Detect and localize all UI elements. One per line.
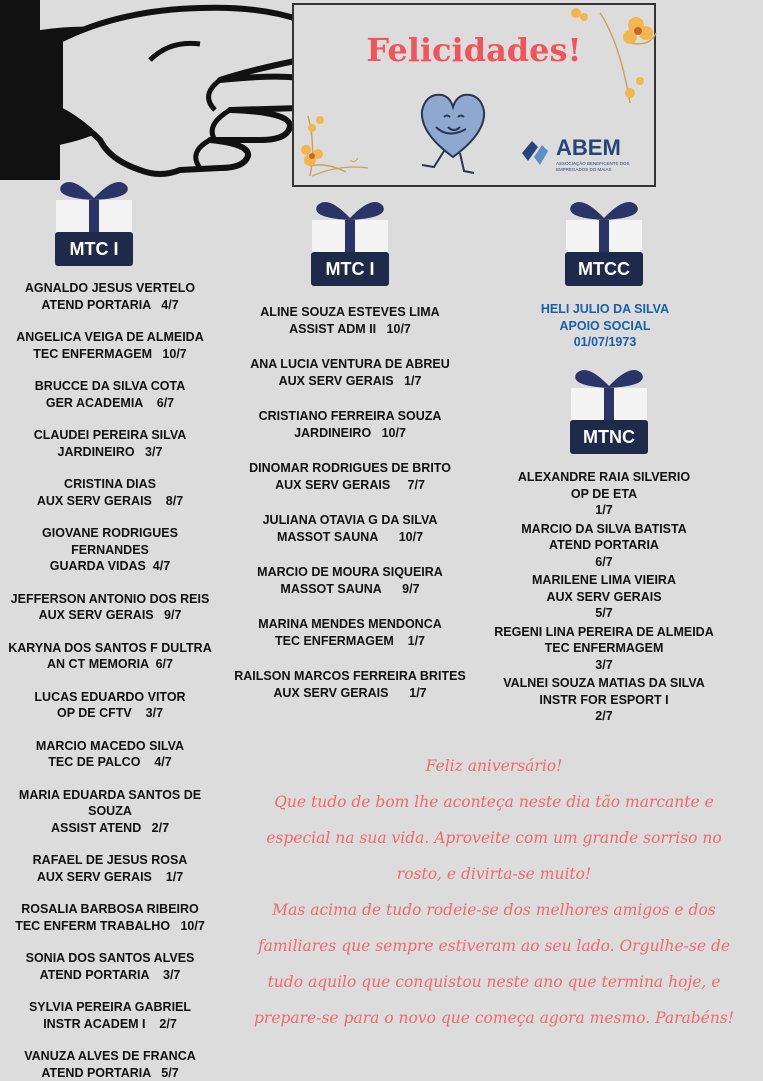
list-item-line: KARYNA DOS SANTOS F DULTRA xyxy=(8,640,212,657)
list-item-line: AUX SERV GERAIS 9/7 xyxy=(8,607,212,624)
hand-illustration xyxy=(0,0,340,190)
list-item-line: 6/7 xyxy=(490,554,718,571)
list-item-line: ALEXANDRE RAIA SILVERIO xyxy=(490,469,718,486)
list-item-line: HELI JULIO DA SILVA xyxy=(520,301,690,318)
list-item-line: GER ACADEMIA 6/7 xyxy=(8,395,212,412)
list-item xyxy=(490,521,718,571)
list-item-line: CLAUDEI PEREIRA SILVA xyxy=(8,427,212,444)
list-item xyxy=(8,787,212,837)
birthday-message xyxy=(244,748,744,1036)
list-item-line: CRISTINA DIAS xyxy=(8,476,212,493)
list-item xyxy=(8,329,212,362)
list-item xyxy=(232,304,468,337)
list-item xyxy=(490,675,718,725)
list-item-line: TEC ENFERM TRABALHO 10/7 xyxy=(8,918,212,935)
list-item-line: MARIA EDUARDA SANTOS DE xyxy=(8,787,212,804)
list-item-line: 2/7 xyxy=(490,708,718,725)
list-item xyxy=(520,301,690,351)
group-label-mtc1: MTC I xyxy=(53,239,135,260)
list-item xyxy=(490,624,718,674)
heart-character-icon xyxy=(414,87,492,177)
list-item-line: FERNANDES xyxy=(8,542,212,559)
abem-logo-subtitle: ASSOCIAÇÃO BENEFICENTE DOS EMPREGADOS DO MAIAS xyxy=(556,161,646,173)
list-item-line: AUX SERV GERAIS 8/7 xyxy=(8,493,212,510)
list-item-line: MARILENE LIMA VIEIRA xyxy=(490,572,718,589)
list-item-line: INSTR FOR ESPORT I xyxy=(490,692,718,709)
gift-box-mtc1-b xyxy=(309,196,391,286)
list-item-line: SYLVIA PEREIRA GABRIEL xyxy=(8,999,212,1016)
list-item-line: MARCIO MACEDO SILVA xyxy=(8,738,212,755)
list-item-line: SONIA DOS SANTOS ALVES xyxy=(8,950,212,967)
list-item-line: AUX SERV GERAIS 1/7 xyxy=(232,685,468,702)
flower-decoration-icon xyxy=(560,3,660,115)
list-item-line: REGENI LINA PEREIRA DE ALMEIDA xyxy=(490,624,718,641)
birthday-list-col2 xyxy=(232,304,468,701)
list-item xyxy=(8,689,212,722)
list-item-line: VALNEI SOUZA MATIAS DA SILVA xyxy=(490,675,718,692)
list-item xyxy=(232,512,468,545)
list-item-line: MARINA MENDES MENDONCA xyxy=(232,616,468,633)
list-item-line: OP DE CFTV 3/7 xyxy=(8,705,212,722)
list-item-line: AN CT MEMORIA 6/7 xyxy=(8,656,212,673)
list-item-line: ALINE SOUZA ESTEVES LIMA xyxy=(232,304,468,321)
message-paragraph-2: Mas acima de tudo rodeie-se dos melhores amigos e dos familiares que sempre estiveram ao seu lado. Orgulhe-se de tudo aquilo que conquistou neste ano que termina hoje, e prepare-se para o novo que começa agora mesmo. Parabéns! xyxy=(244,892,744,1036)
list-item-line: ASSIST ATEND 2/7 xyxy=(8,820,212,837)
list-item-line: ROSALIA BARBOSA RIBEIRO xyxy=(8,901,212,918)
card-title: Felicidades! xyxy=(294,31,654,69)
group-label-mtcc: MTCC xyxy=(563,259,645,280)
list-item xyxy=(232,460,468,493)
list-item-line: TEC ENFERMAGEM 1/7 xyxy=(232,633,468,650)
group-label-mtc1: MTC I xyxy=(309,259,391,280)
list-item-line: VANUZA ALVES DE FRANCA xyxy=(8,1048,212,1065)
message-paragraph-1: Que tudo de bom lhe aconteça neste dia tão marcante e especial na sua vida. Aproveite com um grande sorriso no rosto, e divirta-se muito! xyxy=(244,784,744,892)
abem-logo-icon xyxy=(520,133,550,169)
list-item-line: ANGELICA VEIGA DE ALMEIDA xyxy=(8,329,212,346)
list-item-line: GUARDA VIDAS 4/7 xyxy=(8,558,212,575)
gift-box-mtnc xyxy=(568,364,650,454)
list-item xyxy=(232,408,468,441)
list-item xyxy=(232,616,468,649)
list-item-line: RAFAEL DE JESUS ROSA xyxy=(8,852,212,869)
list-item-line: JARDINEIRO 10/7 xyxy=(232,425,468,442)
list-item-line: 01/07/1973 xyxy=(520,334,690,351)
list-item-line: ATEND PORTARIA 3/7 xyxy=(8,967,212,984)
list-item-line: RAILSON MARCOS FERREIRA BRITES xyxy=(232,668,468,685)
list-item-line: ATEND PORTARIA 4/7 xyxy=(8,297,212,314)
list-item-line: ATEND PORTARIA xyxy=(490,537,718,554)
list-item xyxy=(8,852,212,885)
list-item-line: BRUCCE DA SILVA COTA xyxy=(8,378,212,395)
birthday-list-col1 xyxy=(8,280,212,1081)
birthday-list-col4 xyxy=(490,469,718,725)
list-item xyxy=(8,999,212,1032)
list-item-line: AUX SERV GERAIS 1/7 xyxy=(8,869,212,886)
list-item xyxy=(232,668,468,701)
list-item-line: SOUZA xyxy=(8,803,212,820)
birthday-list-col3 xyxy=(520,301,690,351)
group-label-mtnc: MTNC xyxy=(568,427,650,448)
list-item xyxy=(490,469,718,519)
list-item-line: MASSOT SAUNA 9/7 xyxy=(232,581,468,598)
list-item-line: AGNALDO JESUS VERTELO xyxy=(8,280,212,297)
list-item-line: MARCIO DE MOURA SIQUEIRA xyxy=(232,564,468,581)
list-item-line: 5/7 xyxy=(490,605,718,622)
list-item-line: APOIO SOCIAL xyxy=(520,318,690,335)
list-item-line: TEC ENFERMAGEM xyxy=(490,640,718,657)
list-item-line: ATEND PORTARIA 5/7 xyxy=(8,1065,212,1081)
list-item-line: MARCIO DA SILVA BATISTA xyxy=(490,521,718,538)
list-item-line: TEC ENFERMAGEM 10/7 xyxy=(8,346,212,363)
list-item-line: AUX SERV GERAIS 7/7 xyxy=(232,477,468,494)
list-item xyxy=(8,1048,212,1081)
list-item xyxy=(8,591,212,624)
abem-logo-name: ABEM xyxy=(556,135,621,161)
list-item xyxy=(490,572,718,622)
list-item-line: OP DE ETA xyxy=(490,486,718,503)
list-item-line: LUCAS EDUARDO VITOR xyxy=(8,689,212,706)
list-item xyxy=(232,356,468,389)
list-item-line: GIOVANE RODRIGUES xyxy=(8,525,212,542)
list-item xyxy=(8,640,212,673)
list-item-line: 1/7 xyxy=(490,502,718,519)
list-item-line: INSTR ACADEM I 2/7 xyxy=(8,1016,212,1033)
list-item-line: JARDINEIRO 3/7 xyxy=(8,444,212,461)
list-item-line: ASSIST ADM II 10/7 xyxy=(232,321,468,338)
list-item-line: 3/7 xyxy=(490,657,718,674)
flower-decoration-icon xyxy=(310,150,370,180)
list-item-line: AUX SERV GERAIS xyxy=(490,589,718,606)
list-item-line: CRISTIANO FERREIRA SOUZA xyxy=(232,408,468,425)
list-item-line: AUX SERV GERAIS 1/7 xyxy=(232,373,468,390)
list-item xyxy=(232,564,468,597)
message-greeting: Feliz aniversário! xyxy=(244,748,744,784)
list-item-line: DINOMAR RODRIGUES DE BRITO xyxy=(232,460,468,477)
list-item-line: ANA LUCIA VENTURA DE ABREU xyxy=(232,356,468,373)
list-item xyxy=(8,901,212,934)
gift-box-mtc1-a xyxy=(53,176,135,266)
list-item xyxy=(8,280,212,313)
list-item xyxy=(8,525,212,575)
list-item xyxy=(8,378,212,411)
list-item xyxy=(8,476,212,509)
list-item xyxy=(8,427,212,460)
gift-box-mtcc xyxy=(563,196,645,286)
list-item-line: JEFFERSON ANTONIO DOS REIS xyxy=(8,591,212,608)
list-item-line: TEC DE PALCO 4/7 xyxy=(8,754,212,771)
list-item xyxy=(8,738,212,771)
list-item xyxy=(8,950,212,983)
list-item-line: MASSOT SAUNA 10/7 xyxy=(232,529,468,546)
list-item-line: JULIANA OTAVIA G DA SILVA xyxy=(232,512,468,529)
